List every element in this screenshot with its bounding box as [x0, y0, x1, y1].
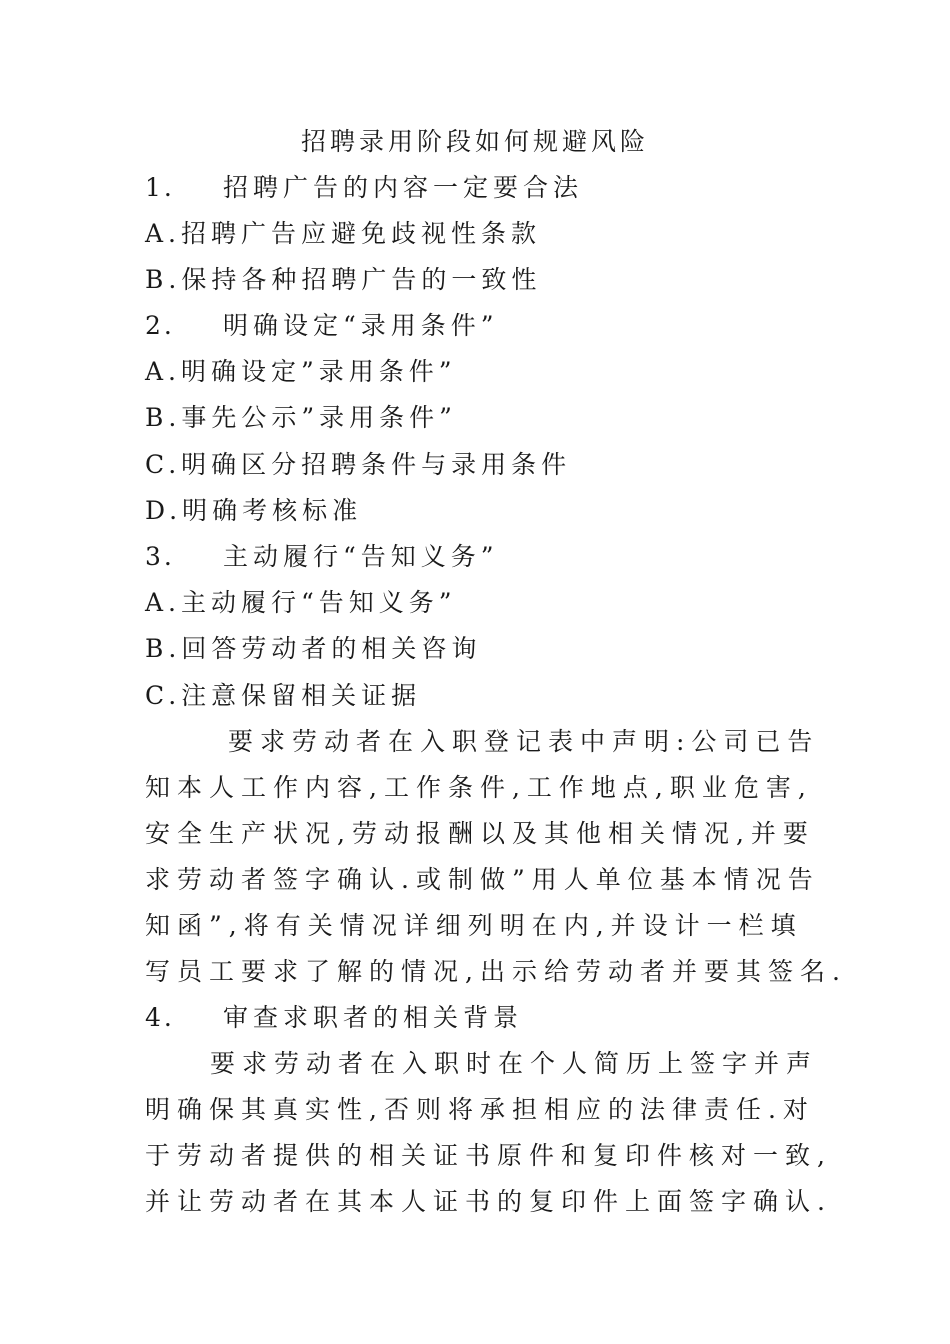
list-item: C.明确区分招聘条件与录用条件	[145, 450, 572, 479]
section-heading-text: 主动履行“告知义务”	[223, 542, 499, 571]
paragraph-line: 写员工要求了解的情况,出示给劳动者并要其签名.	[145, 957, 847, 986]
section-number: 1.	[145, 173, 175, 202]
section-heading-2	[145, 306, 499, 346]
section-heading-4	[145, 998, 523, 1038]
section-number: 2.	[145, 311, 175, 340]
paragraph-line: 明确保其真实性,否则将承担相应的法律责任.对	[145, 1095, 815, 1124]
section-heading-text: 明确设定“录用条件”	[223, 311, 499, 340]
paragraph-line: 要求劳动者在入职登记表中声明:公司已告	[228, 727, 820, 756]
paragraph-line: 安全生产状况,劳动报酬以及其他相关情况,并要	[145, 819, 815, 848]
list-item: A.主动履行“告知义务”	[145, 588, 457, 617]
list-item: A.招聘广告应避免歧视性条款	[145, 219, 542, 248]
section-heading-1	[145, 168, 583, 208]
paragraph-line: 知函”,将有关情况详细列明在内,并设计一栏填	[145, 911, 803, 940]
list-item: B.事先公示”录用条件”	[145, 403, 457, 432]
section-heading-text: 审查求职者的相关背景	[223, 1003, 524, 1032]
list-item: C.注意保留相关证据	[145, 681, 422, 710]
section-heading-text: 招聘广告的内容一定要合法	[223, 173, 584, 202]
paragraph-line: 知本人工作内容,工作条件,工作地点,职业危害,	[145, 773, 813, 802]
section-heading-3	[145, 537, 499, 577]
paragraph-line: 要求劳动者在入职时在个人简历上签字并声	[210, 1049, 819, 1078]
list-item: B.保持各种招聘广告的一致性	[145, 265, 542, 294]
list-item: D.明确考核标准	[145, 496, 363, 525]
list-item: B.回答劳动者的相关咨询	[145, 634, 482, 663]
list-item: A.明确设定”录用条件”	[145, 357, 457, 386]
paragraph-line: 并让劳动者在其本人证书的复印件上面签字确认.	[145, 1187, 832, 1216]
paragraph-line: 于劳动者提供的相关证书原件和复印件核对一致,	[145, 1141, 832, 1170]
paragraph-line: 求劳动者签字确认.或制做”用人单位基本情况告	[145, 865, 820, 894]
page-title: 招聘录用阶段如何规避风险	[300, 127, 649, 156]
section-number: 4.	[145, 1003, 175, 1032]
section-number: 3.	[145, 542, 175, 571]
